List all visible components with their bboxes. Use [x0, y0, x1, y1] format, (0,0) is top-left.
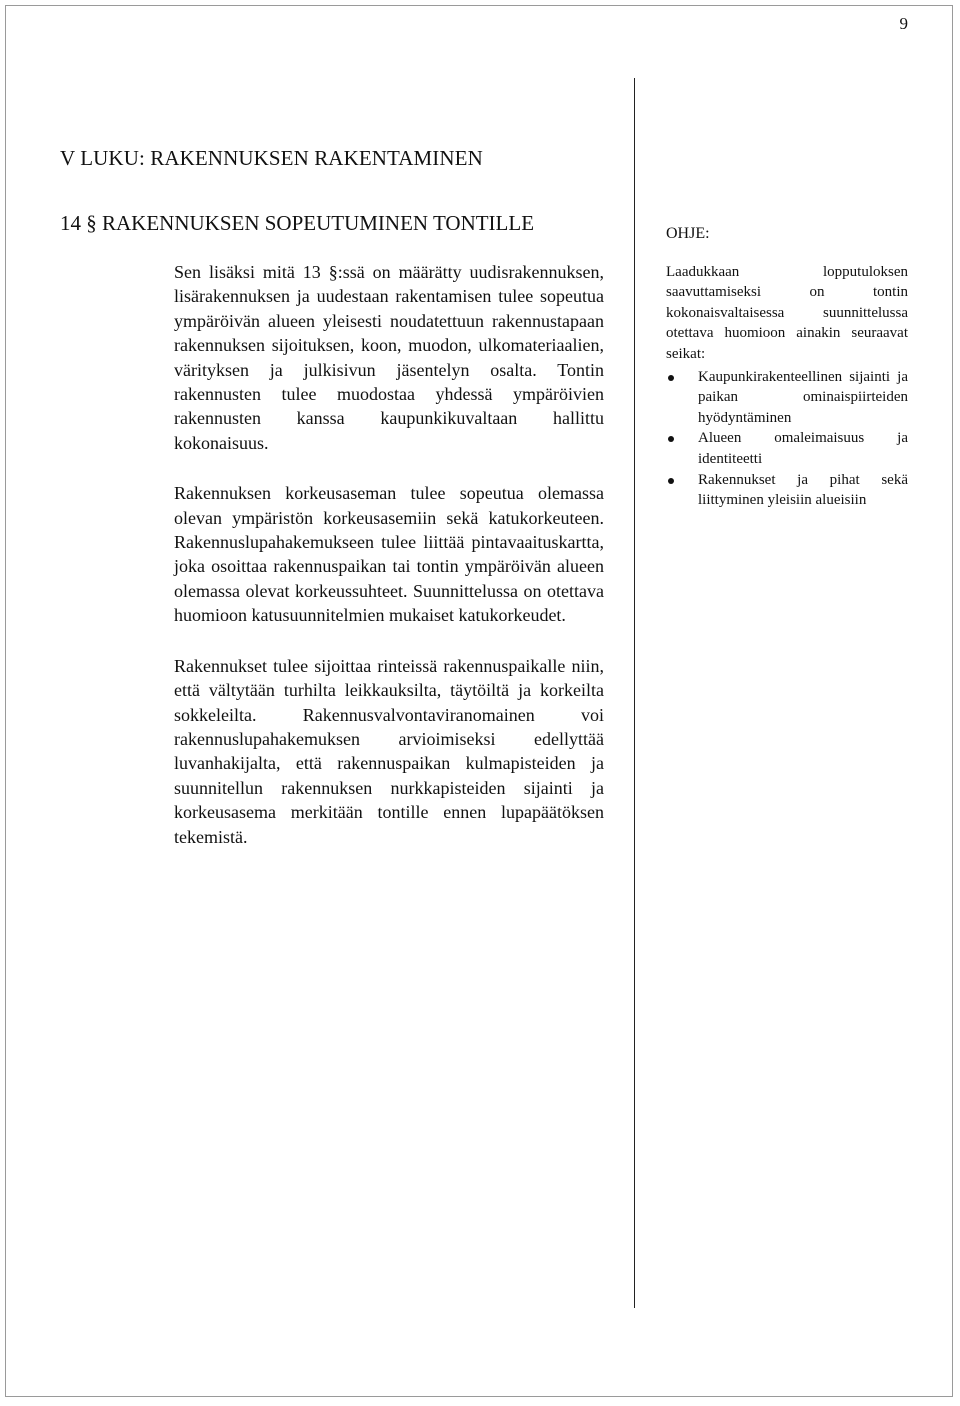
main-paragraph: Rakennuksen korkeusaseman tulee sopeutua olemassa olevan ympäristön korkeusasemiin sekä katukorkeuteen. Rakennuslupahakemukseen tulee liittää pintavaaituskartta, joka osoittaa rakennuspaikan tai tontin ympäröivän alueen olemassa olevat korkeussuhteet. Suunnittelussa on otettava huomioon katusuunnitelmien mukaiset katukorkeudet.: [174, 483, 604, 626]
guide-label: OHJE:: [666, 225, 710, 242]
guide-item-text: Rakennukset ja pihat sekä liittyminen yleisiin alueisiin: [698, 471, 908, 509]
main-paragraph: Sen lisäksi mitä 13 §:ssä on määrätty uudisrakennuksen, lisärakennuksen ja uudestaan rakentamisen tulee sopeutua ympäröivän alueen yleisesti noudatettuun rakennustapaan rakennuksen sijoituksen, koon, muodon, ulkomateriaalien, värityksen ja julkisivun jäsentelyn osalta. Tontin rakennusten tulee muodostaa yhdessä ympäröivien rakennusten kanssa kaupunkikuvaltaan hallittu kokonaisuus.: [174, 262, 604, 453]
guide-list-item: [666, 367, 908, 429]
guide-column: [666, 224, 908, 511]
bullet-icon: [668, 436, 674, 442]
chapter-title: V LUKU: RAKENNUKSEN RAKENTAMINEN: [60, 146, 483, 170]
section-title: 14 § RAKENNUKSEN SOPEUTUMINEN TONTILLE: [60, 211, 535, 235]
guide-item-text: Kaupunkirakenteellinen sijainti ja paikan ominaispiirteiden hyödyntäminen: [698, 368, 908, 426]
bullet-icon: [668, 375, 674, 381]
column-divider: [634, 78, 635, 1308]
bullet-icon: [668, 478, 674, 484]
guide-list: [666, 367, 908, 511]
guide-list-item: [666, 470, 908, 511]
guide-list-item: [666, 428, 908, 469]
main-text-column: [174, 260, 604, 849]
guide-intro: Laadukkaan lopputuloksen saavuttamiseksi on tontin kokonaisvaltaisessa suunnittelussa otettava huomioon ainakin seuraavat seikat:: [666, 263, 908, 362]
main-paragraph: Rakennukset tulee sijoittaa rinteissä rakennuspaikalle niin, että vältytään turhilta leikkauksilta, täytöiltä ja korkeilta sokkeleilta. Rakennusvalvontaviranomainen voi rakennuslupahakemuksen arvioimiseksi edellyttää luvanhakijalta, että rakennuspaikan kulmapisteiden ja suunnitellun rakennuksen nurkkapisteiden sijainti ja korkeusasema merkitään tontille ennen lupapäätöksen tekemistä.: [174, 655, 604, 847]
guide-item-text: Alueen omaleimaisuus ja identiteetti: [698, 430, 908, 467]
page-number: 9: [899, 14, 908, 33]
